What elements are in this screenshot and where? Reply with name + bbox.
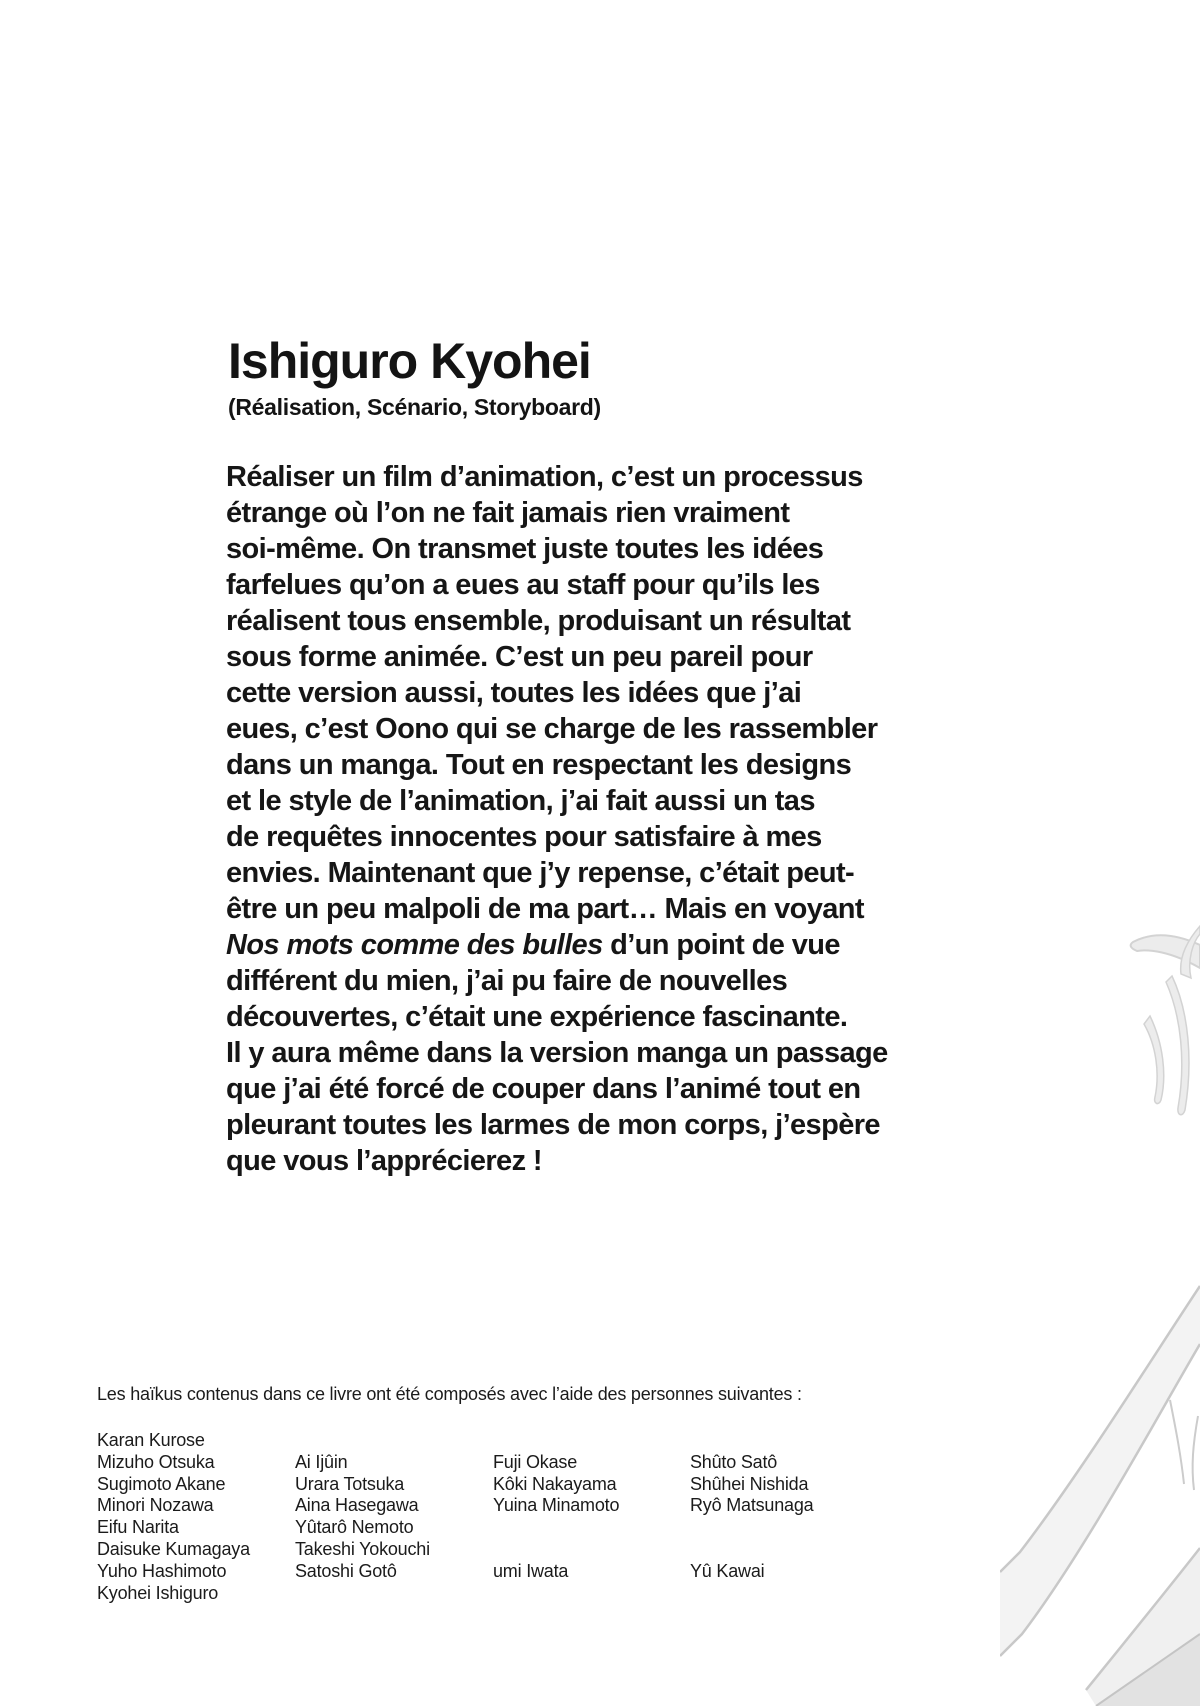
credit-name bbox=[493, 1539, 619, 1561]
credit-name: Eifu Narita bbox=[97, 1517, 179, 1538]
credit-column bbox=[690, 1430, 813, 1604]
credit-name: Yuho Hashimoto bbox=[97, 1560, 227, 1581]
body-line bbox=[226, 999, 946, 1035]
credit-name bbox=[690, 1430, 813, 1452]
body-text-segment: Il y aura même dans la version manga un passage bbox=[226, 1037, 888, 1069]
body-line bbox=[226, 927, 946, 963]
author-comment-paragraph bbox=[226, 459, 946, 1179]
body-line bbox=[226, 783, 946, 819]
body-text-segment: que vous l’apprécierez ! bbox=[226, 1145, 542, 1177]
body-line bbox=[226, 711, 946, 747]
body-text-segment: pleurant toutes les larmes de mon corps, j’espère bbox=[226, 1109, 880, 1141]
credit-name: Karan Kurose bbox=[97, 1430, 205, 1450]
body-text-segment: farfelues qu’on a eues au staff pour qu’ils les bbox=[226, 569, 820, 601]
collar-seam-left bbox=[1170, 1400, 1184, 1484]
body-text-segment: différent du mien, j’ai pu faire de nouvelles bbox=[226, 965, 788, 997]
faint-character-sketch bbox=[1000, 900, 1200, 1706]
body-line bbox=[226, 855, 946, 891]
credit-column bbox=[493, 1430, 619, 1604]
credit-name: Urara Totsuka bbox=[295, 1473, 405, 1494]
body-text-segment: réalisent tous ensemble, produisant un résultat bbox=[226, 605, 851, 637]
body-text-segment: Réaliser un film d’animation, c’est un processus bbox=[226, 461, 863, 493]
body-line bbox=[226, 459, 946, 495]
body-line bbox=[226, 819, 946, 855]
credit-name: Shûto Satô bbox=[690, 1451, 778, 1472]
credit-column bbox=[97, 1430, 250, 1604]
author-header bbox=[228, 334, 601, 421]
haiku-credits-intro: Les haïkus contenus dans ce livre ont été composés avec l’aide des personnes suivantes : bbox=[97, 1384, 802, 1404]
clothing-band-fill bbox=[1000, 1286, 1200, 1656]
credit-name: umi Iwata bbox=[493, 1560, 569, 1581]
credit-name: Ryô Matsunaga bbox=[690, 1495, 814, 1516]
hair-strand-swoosh bbox=[1131, 935, 1200, 968]
hair-strand-top-right bbox=[1181, 926, 1200, 978]
clothing-band-edge-upper bbox=[1000, 1286, 1200, 1572]
hair-lock-long bbox=[1166, 976, 1189, 1115]
body-text-segment: eues, c’est Oono qui se charge de les rassembler bbox=[226, 713, 878, 745]
body-text-segment: être un peu malpoli de ma part… Mais en voyant bbox=[226, 893, 864, 925]
credit-name: Sugimoto Akane bbox=[97, 1473, 226, 1494]
body-text-segment: cette version aussi, toutes les idées que j’ai bbox=[226, 677, 802, 709]
clothing-band-edge-lower bbox=[1000, 1344, 1200, 1656]
author-name: Ishiguro Kyohei bbox=[228, 333, 591, 389]
credit-name: Shûhei Nishida bbox=[690, 1473, 809, 1494]
credit-name: Satoshi Gotô bbox=[295, 1560, 397, 1581]
credit-name bbox=[690, 1583, 813, 1605]
body-line bbox=[226, 1107, 946, 1143]
sleeve-fill bbox=[1086, 1548, 1200, 1706]
body-line bbox=[226, 567, 946, 603]
body-text-segment: soi-même. On transmet juste toutes les idées bbox=[226, 533, 824, 565]
body-line bbox=[226, 495, 946, 531]
credit-name: Ai Ijûin bbox=[295, 1451, 348, 1472]
credit-name: Minori Nozawa bbox=[97, 1495, 214, 1516]
credit-name: Daisuke Kumagaya bbox=[97, 1538, 250, 1559]
credit-name: Kyohei Ishiguro bbox=[97, 1582, 219, 1603]
credit-name bbox=[690, 1517, 813, 1539]
body-line bbox=[226, 747, 946, 783]
body-line bbox=[226, 891, 946, 927]
body-line bbox=[226, 675, 946, 711]
corner-fold-fill bbox=[1096, 1634, 1200, 1706]
credit-name bbox=[690, 1539, 813, 1561]
credit-name bbox=[493, 1583, 619, 1605]
credit-name bbox=[295, 1430, 430, 1452]
credit-name: Aina Hasegawa bbox=[295, 1495, 419, 1516]
credit-name: Yûtarô Nemoto bbox=[295, 1517, 414, 1538]
author-roles: (Réalisation, Scénario, Storyboard) bbox=[228, 394, 601, 420]
body-line bbox=[226, 531, 946, 567]
credit-name bbox=[493, 1517, 619, 1539]
credit-column bbox=[295, 1430, 430, 1604]
credit-name bbox=[493, 1430, 619, 1452]
hair-lock-short bbox=[1144, 1016, 1164, 1104]
credit-name: Yû Kawai bbox=[690, 1560, 765, 1581]
corner-fold-edge bbox=[1096, 1634, 1200, 1706]
body-line bbox=[226, 639, 946, 675]
credit-name bbox=[295, 1583, 430, 1605]
body-text-segment: sous forme animée. C’est un peu pareil pour bbox=[226, 641, 813, 673]
body-text-segment: étrange où l’on ne fait jamais rien vraiment bbox=[226, 497, 790, 529]
collar-seam-right bbox=[1193, 1416, 1198, 1490]
credit-name: Yuina Minamoto bbox=[493, 1495, 620, 1516]
body-line bbox=[226, 1143, 946, 1179]
body-text-segment: et le style de l’animation, j’ai fait aussi un tas bbox=[226, 785, 815, 817]
body-text-segment: dans un manga. Tout en respectant les designs bbox=[226, 749, 852, 781]
body-line bbox=[226, 963, 946, 999]
body-line bbox=[226, 603, 946, 639]
body-text-segment: de requêtes innocentes pour satisfaire à mes bbox=[226, 821, 822, 853]
body-text-segment: d’un point de vue bbox=[602, 929, 840, 961]
body-text-segment: Nos mots comme des bulles bbox=[226, 929, 603, 961]
credit-name: Takeshi Yokouchi bbox=[295, 1538, 430, 1559]
body-text-segment: envies. Maintenant que j’y repense, c’était peut- bbox=[226, 857, 855, 889]
body-line bbox=[226, 1035, 946, 1071]
sleeve-edge bbox=[1086, 1548, 1200, 1690]
body-text-segment: que j’ai été forcé de couper dans l’animé tout en bbox=[226, 1073, 861, 1105]
credit-name: Kôki Nakayama bbox=[493, 1473, 617, 1494]
body-line bbox=[226, 1071, 946, 1107]
body-text-segment: découvertes, c’était une expérience fascinante. bbox=[226, 1001, 848, 1033]
credit-name: Mizuho Otsuka bbox=[97, 1451, 215, 1472]
credit-name: Fuji Okase bbox=[493, 1451, 578, 1472]
